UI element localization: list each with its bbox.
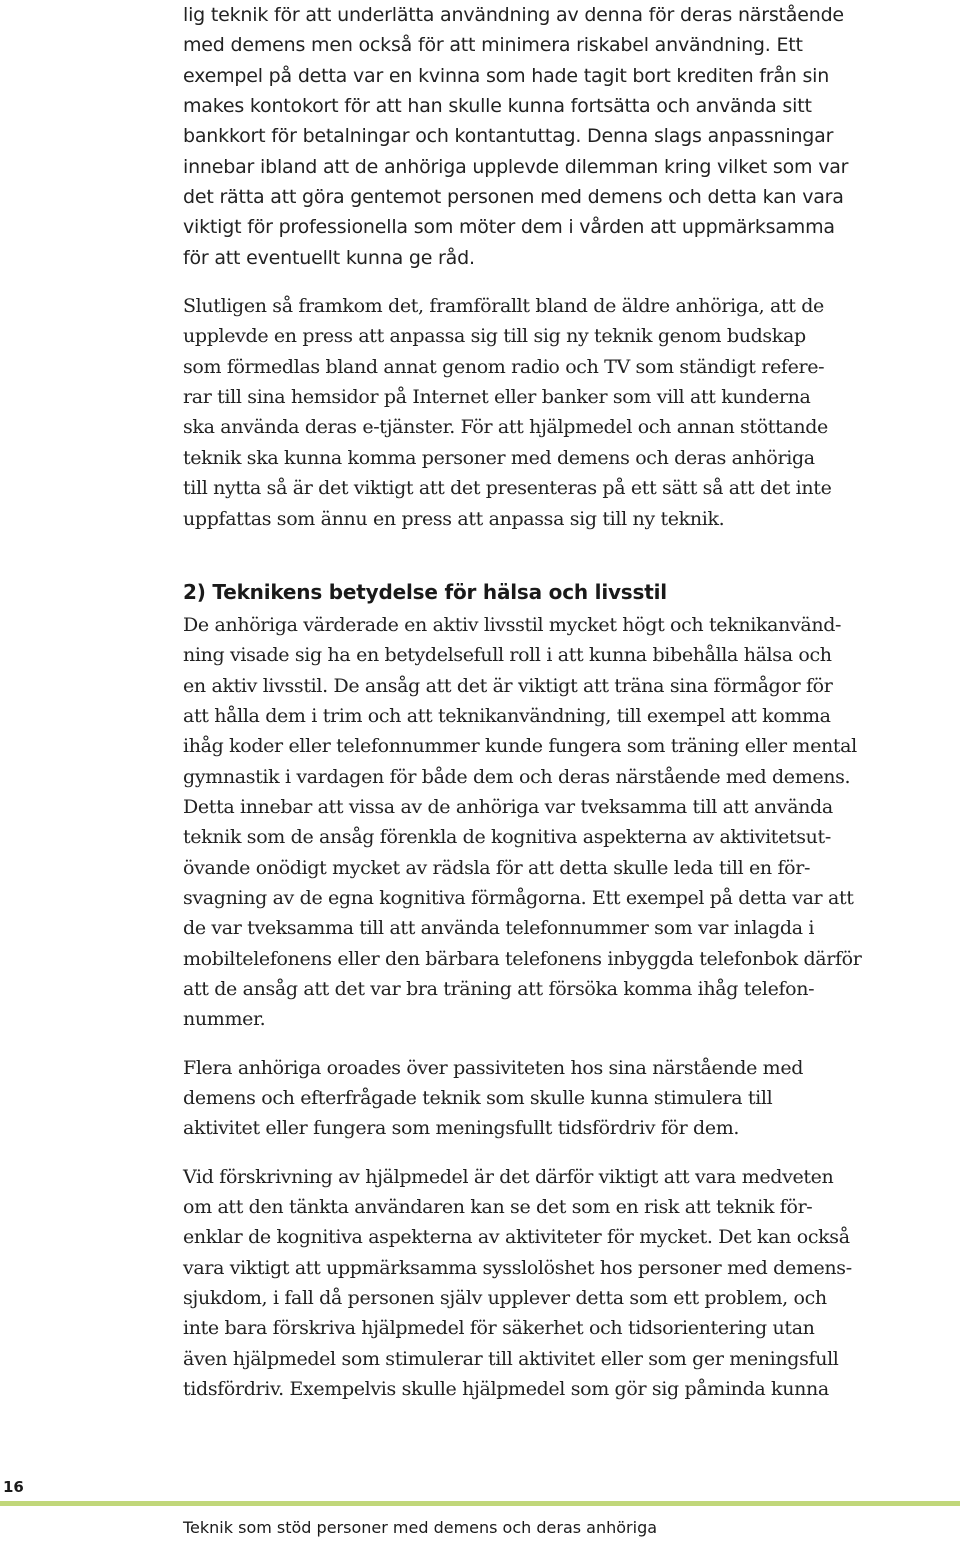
- text-line: enklar de kognitiva aspekterna av aktiviteter för mycket. Det kan också: [183, 1226, 850, 1249]
- text-line: exempel på detta var en kvinna som hade tagit bort krediten från sin: [183, 64, 830, 87]
- text-line: med demens men också för att minimera riskabel användning. Ett: [183, 34, 803, 57]
- text-line: aktivitet eller fungera som meningsfullt tidsfördriv för dem.: [183, 1117, 740, 1140]
- text-line: om att den tänkta användaren kan se det som en risk att teknik för-: [183, 1196, 813, 1219]
- text-line: lig teknik för att underlätta användning av denna för deras närstående: [183, 4, 844, 26]
- text-line: till nytta så är det viktigt att det presenteras på ett sätt så att det inte: [183, 477, 832, 500]
- text-line: ihåg koder eller telefonnummer kunde fungera som träning eller mental: [183, 735, 857, 758]
- section-gap: [183, 534, 955, 574]
- text-line: Vid förskrivning av hjälpmedel är det därför viktigt att vara medveten: [183, 1165, 834, 1188]
- footer-title: Teknik som stöd personer med demens och deras anhöriga: [183, 1518, 658, 1537]
- text-line: vara viktigt att uppmärksamma sysslolöshet hos personer med demens-: [183, 1256, 852, 1279]
- text-line: mobiltelefonens eller den bärbara telefonens inbyggda telefonbok därför: [183, 947, 862, 970]
- text-line: det rätta att göra gentemot personen med demens och detta kan vara: [183, 186, 844, 209]
- text-line: inte bara förskriva hjälpmedel för säkerhet och tidsorientering utan: [183, 1317, 815, 1340]
- page-number: 16: [3, 1478, 24, 1496]
- text-line: demens och efterfrågade teknik som skulle kunna stimulera till: [183, 1087, 773, 1109]
- text-line: ning visade sig ha en betydelsefull roll i att kunna bibehålla hälsa och: [183, 644, 832, 667]
- text-line: Detta innebar att vissa av de anhöriga var tveksamma till att använda: [183, 795, 833, 818]
- text-line: Slutligen så framkom det, framförallt bland de äldre anhöriga, att de: [183, 295, 824, 318]
- section-paragraph-1: [183, 610, 955, 1035]
- text-line: för att eventuellt kunna ge råd.: [183, 246, 475, 269]
- text-line: innebar ibland att de anhöriga upplevde dilemman kring vilket som var: [183, 155, 849, 178]
- text-line: svagning av de egna kognitiva förmågorna. Ett exempel på detta var att: [183, 886, 854, 909]
- text-line: ska använda deras e-tjänster. För att hjälpmedel och annan stöttande: [183, 416, 828, 439]
- paragraph-gap: [183, 1035, 955, 1053]
- text-line: som förmedlas bland annat genom radio och TV som ständigt refere-: [183, 355, 825, 378]
- section-heading: 2) Teknikens betydelse för hälsa och livsstil: [183, 579, 667, 604]
- paragraph-2: [183, 291, 955, 534]
- text-line: gymnastik i vardagen för både dem och deras närstående med demens.: [183, 765, 851, 788]
- section-paragraph-2: [183, 1053, 955, 1144]
- text-line: nummer.: [183, 1008, 266, 1031]
- text-line: upplevde en press att anpassa sig till sig ny teknik genom budskap: [183, 325, 806, 348]
- paragraph-1: [183, 0, 955, 273]
- text-line: rar till sina hemsidor på Internet eller banker som vill att kunderna: [183, 386, 811, 409]
- text-line: Flera anhöriga oroades över passiviteten hos sina närstående med: [183, 1056, 804, 1079]
- text-line: makes kontokort för att han skulle kunna fortsätta och använda sitt: [183, 95, 812, 118]
- text-line: viktigt för professionella som möter dem i vården att uppmärksamma: [183, 216, 835, 239]
- text-line: De anhöriga värderade en aktiv livsstil mycket högt och teknikanvänd-: [183, 613, 842, 636]
- text-line: att hålla dem i trim och att teknikanvändning, till exempel att komma: [183, 704, 831, 727]
- text-line: teknik ska kunna komma personer med demens och deras anhöriga: [183, 446, 815, 469]
- footer-rule: [0, 1501, 960, 1506]
- text-line: att de ansåg att det var bra träning att försöka komma ihåg telefon-: [183, 977, 815, 1000]
- section-paragraph-3: [183, 1162, 955, 1405]
- text-line: en aktiv livsstil. De ansåg att det är viktigt att träna sina förmågor för: [183, 674, 833, 697]
- paragraph-gap: [183, 1144, 955, 1162]
- text-column: [183, 0, 955, 1404]
- text-line: övande onödigt mycket av rädsla för att detta skulle leda till en för-: [183, 856, 811, 879]
- text-line: teknik som de ansåg förenkla de kognitiva aspekterna av aktivitetsut-: [183, 826, 831, 849]
- paragraph-gap: [183, 273, 955, 291]
- text-line: sjukdom, i fall då personen själv upplever detta som ett problem, och: [183, 1287, 827, 1310]
- text-line: de var tveksamma till att använda telefonnummer som var inlagda i: [183, 917, 815, 940]
- text-line: tidsfördriv. Exempelvis skulle hjälpmedel som gör sig påminda kunna: [183, 1378, 829, 1401]
- text-line: även hjälpmedel som stimulerar till aktivitet eller som ger meningsfull: [183, 1347, 839, 1370]
- text-line: uppfattas som ännu en press att anpassa sig till ny teknik.: [183, 507, 725, 530]
- text-line: bankkort för betalningar och kontantuttag. Denna slags anpassningar: [183, 125, 834, 148]
